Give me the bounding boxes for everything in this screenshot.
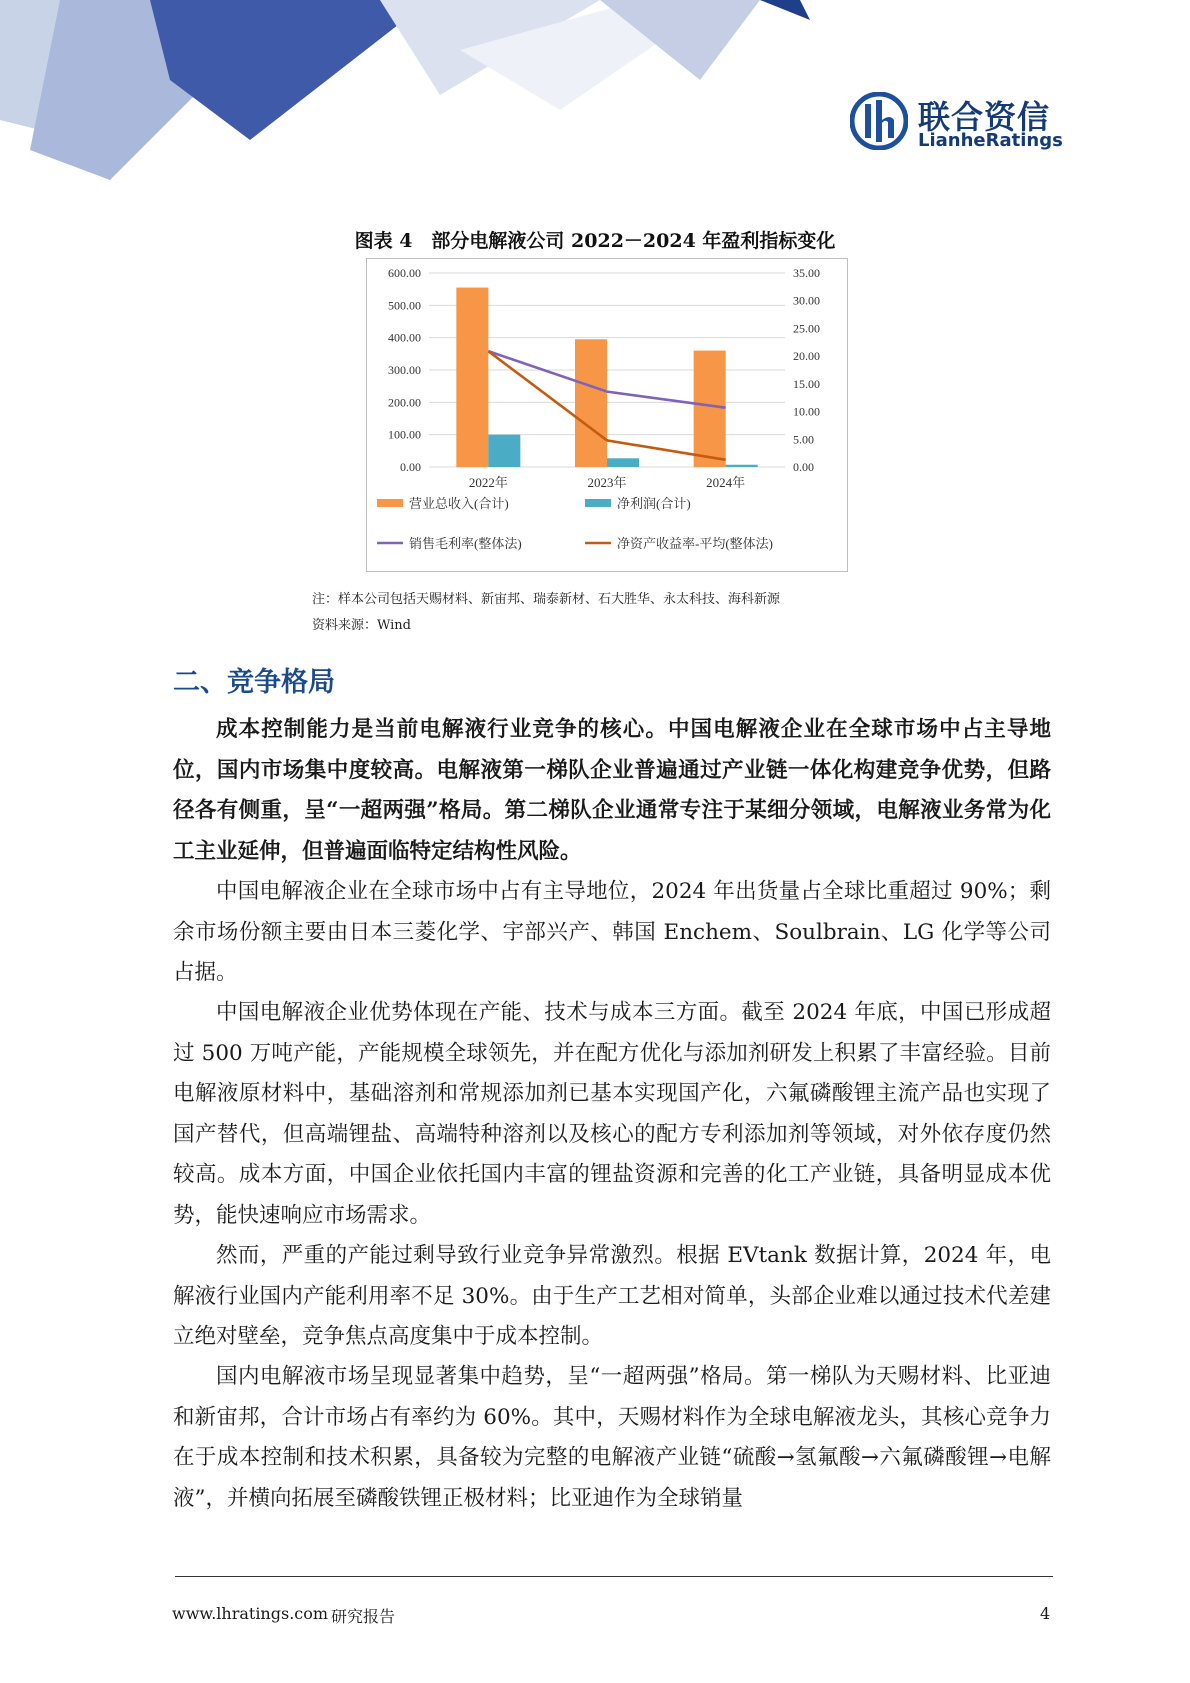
footer-divider xyxy=(175,1576,1053,1577)
section-heading: 二、竞争格局 xyxy=(173,667,335,698)
y-left-tick-label: 400.00 xyxy=(388,330,421,345)
y-right-tick-label: 10.00 xyxy=(793,404,820,419)
figure-title: 图表 4 部分电解液公司 2022－2024 年盈利指标变化 xyxy=(354,230,836,252)
bar-net-profit xyxy=(607,458,639,467)
bar-revenue xyxy=(456,288,488,467)
legend-label: 净利润(合计) xyxy=(617,496,691,511)
y-left-tick-label: 0.00 xyxy=(400,460,421,474)
bar-revenue xyxy=(575,339,607,467)
footer-website: www.lhratings.com xyxy=(172,1604,329,1623)
company-logo xyxy=(850,92,1063,156)
figure-source: 资料来源：Wind xyxy=(312,618,411,633)
x-tick-label: 2024年 xyxy=(706,475,746,490)
y-left-tick-label: 300.00 xyxy=(388,363,421,377)
x-tick-label: 2022年 xyxy=(468,475,508,490)
y-right-tick-label: 35.00 xyxy=(793,266,820,280)
body-paragraph: 国内电解液市场呈现显著集中趋势，呈“一超两强”格局。第一梯队为天赐材料、比亚迪和新宙邦，合计市场占有率约为 60%。其中，天赐材料作为全球电解液龙头，其核心竞争力在于成本控制和技术积累，具备较为完整的电解液产业链“硫酸→氢氟酸→六氟磷酸锂→电解液”，并横向拓展至磷酸铁锂正极材料；比亚迪作为全球销量 xyxy=(173,1364,1051,1511)
bar-revenue xyxy=(694,351,726,467)
bar-net-profit xyxy=(726,465,758,467)
legend-label: 营业总收入(合计) xyxy=(409,496,509,511)
y-left-tick-label: 100.00 xyxy=(388,427,421,442)
y-right-tick-label: 0.00 xyxy=(793,460,814,474)
summary-paragraph: 成本控制能力是当前电解液行业竞争的核心。中国电解液企业在全球市场中占主导地位，国内市场集中度较高。电解液第一梯队企业普遍通过产业链一体化构建竞争优势，但路径各有侧重，呈“一超两强”格局。第二梯队企业通常专注于某细分领域，电解液业务常为化工主业延伸，但普遍面临特定结构性风险。 xyxy=(173,717,1051,864)
legend-label: 销售毛利率(整体法) xyxy=(409,536,522,551)
legend-swatch xyxy=(585,499,611,507)
logo-english-name: LianheRatings xyxy=(918,130,1063,151)
y-right-tick-label: 5.00 xyxy=(793,432,814,447)
logo-chinese-name: 联合资信 xyxy=(918,98,1051,136)
bar-net-profit xyxy=(488,435,520,467)
y-right-tick-label: 20.00 xyxy=(793,349,820,364)
y-left-tick-label: 600.00 xyxy=(388,266,421,280)
legend-swatch xyxy=(377,499,403,507)
body-paragraph: 中国电解液企业在全球市场中占有主导地位，2024 年出货量占全球比重超过 90%；剩余市场份额主要由日本三菱化学、宇部兴产、韩国 Enchem、Soulbrain、LG 化学等公司占据。 xyxy=(173,879,1051,985)
legend-label: 净资产收益率-平均(整体法) xyxy=(617,536,773,551)
page-number: 4 xyxy=(1040,1604,1051,1623)
y-left-tick-label: 500.00 xyxy=(388,298,421,313)
profit-indicator-chart xyxy=(367,259,847,571)
body-paragraph: 中国电解液企业优势体现在产能、技术与成本三方面。截至 2024 年底，中国已形成超过 500 万吨产能，产能规模全球领先，并在配方优化与添加剂研发上积累了丰富经验。目前电解液原材料中，基础溶剂和常规添加剂已基本实现国产化，六氟磷酸锂主流产品也实现了国产替代，但高端锂盐、高端特种溶剂以及核心的配方专利添加剂等领域，对外依存度仍然较高。成本方面，中国企业依托国内丰富的锂盐资源和完善的化工产业链，具备明显成本优势，能快速响应市场需求。 xyxy=(173,1000,1051,1228)
lianhe-logo-icon xyxy=(850,92,908,150)
x-tick-label: 2023年 xyxy=(587,475,627,490)
y-right-tick-label: 15.00 xyxy=(793,376,820,391)
y-right-tick-label: 25.00 xyxy=(793,321,820,336)
chart-container xyxy=(366,258,848,572)
footer-doc-type: 研究报告 xyxy=(331,1607,396,1626)
body-paragraph: 然而，严重的产能过剩导致行业竞争异常激烈。根据 EVtank 数据计算，2024 年，电解液行业国内产能利用率不足 30%。由于生产工艺相对简单，头部企业难以通过技术代差建立绝对壁垒，竞争焦点高度集中于成本控制。 xyxy=(173,1243,1051,1349)
figure-note: 注：样本公司包括天赐材料、新宙邦、瑞泰新材、石大胜华、永太科技、海科新源 xyxy=(312,592,781,607)
y-left-tick-label: 200.00 xyxy=(388,395,421,410)
y-right-tick-label: 30.00 xyxy=(793,293,820,308)
